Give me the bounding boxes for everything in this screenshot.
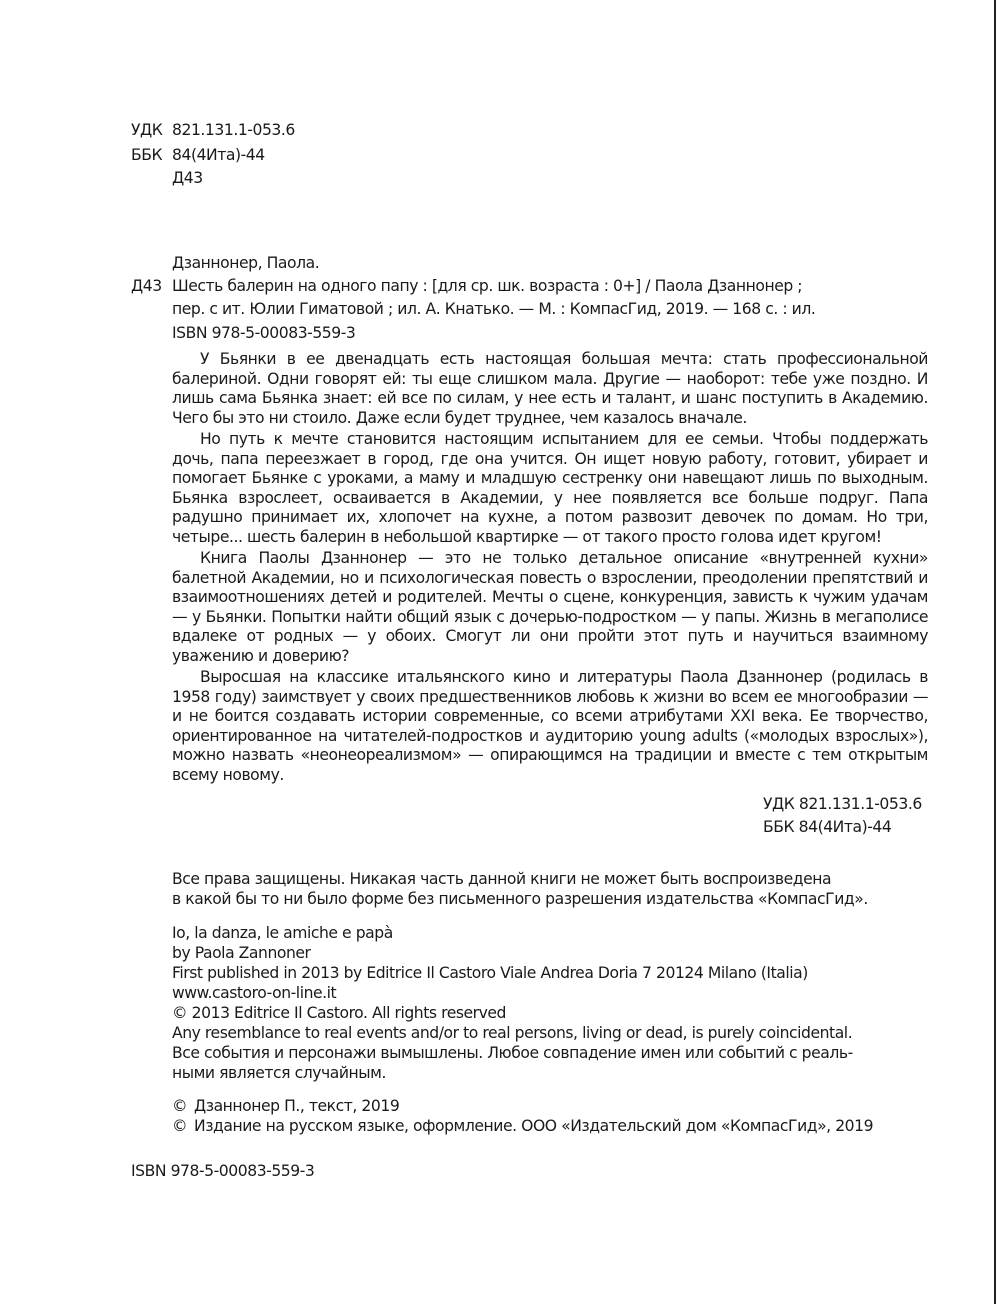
copyright-text: Дзаннонер П., текст, 2019 [194,1097,400,1115]
footer-isbn: ISBN 978-5-00083-559-3 [131,1162,315,1180]
annotation-paragraph: Но путь к мечте становится настоящим испытанием для ее семьи. Чтобы поддержать дочь, папа переезжает в город, где она учится. Он ищет новую работу, готовит, убирает и помогает Бьянке с уроками, а маму и младшую сестренку они навещают лишь по выходным. Бьянка взрослеет, осваивается в Академии, у нее появляется все больше подруг. Папа радушно принимает их, хлопочет на кухне, а потом развозит девочек по домам. Но три, четыре... шесть балерин в небольшой квартирке — от такого просто голова идет кругом! [172,430,928,546]
first-published: First published in 2013 by Editrice Il Castoro Viale Andrea Doria 7 20124 Milano (Italia) [172,964,808,982]
bbk-label: ББК [131,146,163,164]
annotation-paragraph: Книга Паолы Дзаннонер — это не только детальное описание «внутренней кухни» балетной Академии, но и психологическая повесть о взрослении, преодолении препятствий и взаимоотношениях детей и родителей. Мечты о сцене, конкуренция, зависть к чужим удачам — у Бьянки. Попытки найти общий язык с дочерью-подростком — у папы. Жизнь в мегаполисе вдалеке от родных — у обоих. Смогут ли они пройти этот путь и научиться взаимному уважению и доверию? [172,549,928,665]
isbn-line: ISBN 978-5-00083-559-3 [172,324,356,342]
copyright-edition-line [172,1117,873,1135]
copyright-edition: Издание на русском языке, оформление. ООО «Издательский дом «КомпасГид», 2019 [194,1117,874,1135]
annotation-paragraph: Выросшая на классике итальянского кино и литературы Паола Дзаннонер (родилась в 1958 году) заимствует у своих предшественников любовь к жизни во всем ее многообразии — и не боится создавать истории современные, со всеми атрибутами XXI века. Ее творчество, ориентированное на читателей-подростков и аудиторию young adults («молодых взрослых»), можно назвать «неонеореализмом» — опирающимся на традиции и вместе с тем открытым всему новому. [172,668,928,784]
disclaimer-ru: Все события и персонажи вымышлены. Любое совпадение имен или событий с реаль- [172,1044,853,1062]
copyright-icon: © [172,1117,188,1135]
bbk-value: 84(4Ита)-44 [172,146,265,164]
annotation-paragraph: У Бьянки в ее двенадцать есть настоящая большая мечта: стать профессиональной балериной. Одни говорят ей: ты еще слишком мала. Другие — наоборот: тебе уже поздно. И лишь сама Бьянка знает: ей все по силам, у нее есть и талант, и шанс поступить в Академию. Чего бы это ни стоило. Даже если будет труднее, чем казалось вначале. [172,350,928,427]
translation-line: пер. с ит. Юлии Гиматовой ; ил. А. Кнатько. — М. : КомпасГид, 2019. — 168 с. : ил. [172,300,816,318]
bbk-right: ББК 84(4Ита)-44 [763,818,892,836]
copyright-icon: © [172,1097,188,1115]
original-copyright: © 2013 Editrice Il Castoro. All rights reserved [172,1004,506,1022]
disclaimer-ru: ными является случайным. [172,1064,386,1082]
original-author: by Paola Zannoner [172,944,311,962]
author-mark: Д43 [172,169,203,187]
copyright-text-line [172,1097,399,1115]
publisher-website: www.castoro-on-line.it [172,984,337,1002]
original-title: Io, la danza, le amiche e papà [172,924,393,942]
disclaimer-en: Any resemblance to real events and/or to real persons, living or dead, is purely coincidental. [172,1024,853,1042]
rights-line: Все права защищены. Никакая часть данной книги не может быть воспроизведена [172,870,832,888]
author-name: Дзаннонер, Паола. [172,254,320,272]
page-edge-line [994,0,996,1304]
title-line: Шесть балерин на одного папу : [для ср. шк. возраста : 0+] / Паола Дзаннонер ; [172,277,803,295]
author-mark-left: Д43 [131,277,162,295]
udk-label: УДК [131,121,163,139]
udk-right: УДК 821.131.1-053.6 [763,795,922,813]
rights-line: в какой бы то ни было форме без письменного разрешения издательства «КомпасГид». [172,890,868,908]
udk-value: 821.131.1-053.6 [172,121,295,139]
